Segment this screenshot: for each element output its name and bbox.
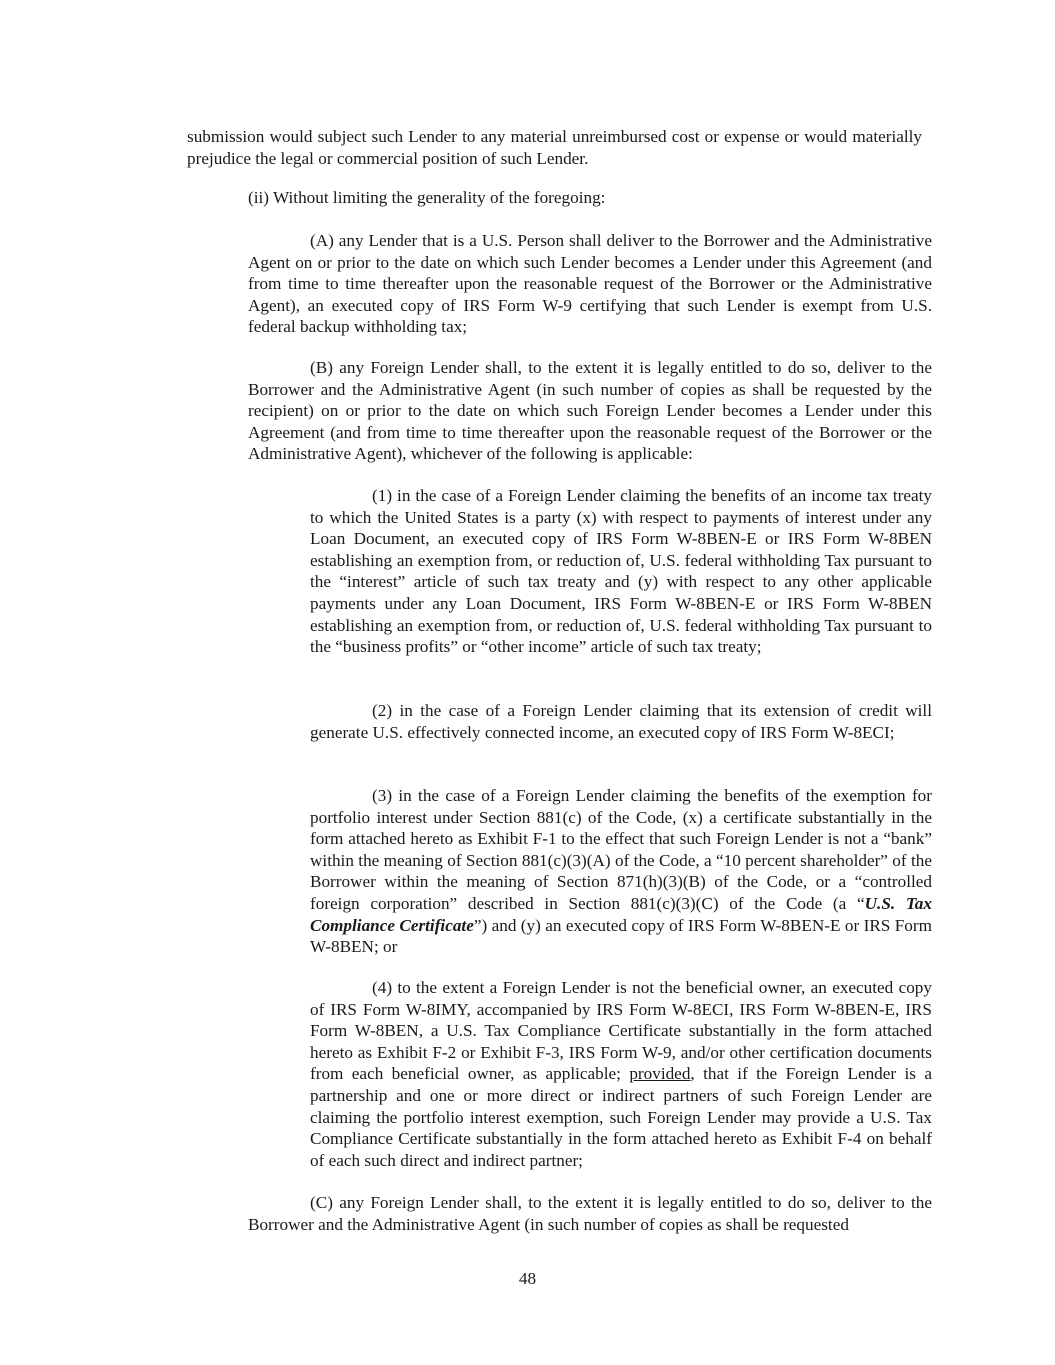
subclause-3-text-b: ”) and (y) an executed copy of IRS Form W-8BEN-E or IRS Form W-8BEN; or — [310, 915, 932, 957]
defined-term-tax-compliance-certificate: U.S. Tax Compliance Certificate — [310, 893, 932, 935]
clause-A: (A) any Lender that is a U.S. Person shall deliver to the Borrower and the Administrative Agent on or prior to the date on which such Lender becomes a Lender under this Agreement (and from time to time thereafter upon the reasonable request of the Borrower or the Administrative Agent), an executed copy of IRS Form W-9 certifying that such Lender is exempt from U.S. federal backup withholding tax; — [248, 231, 932, 337]
subclause-1: (1) in the case of a Foreign Lender claiming the benefits of an income tax treaty to which the United States is a party (x) with respect to payments of interest under any Loan Document, an executed copy of IRS Form W-8BEN-E or IRS Form W-8BEN establishing an exemption from, or reduction of, U.S. federal withholding Tax pursuant to the “interest” article of such tax treaty and (y) with respect to any other applicable payments under any Loan Document, IRS Form W-8BEN-E or IRS Form W-8BEN establishing an exemption from, or reduction of, U.S. federal withholding Tax pursuant to the “business profits” or “other income” article of such tax treaty; — [310, 486, 932, 657]
subclause-4-text-a: (4) to the extent a Foreign Lender is not the beneficial owner, an executed copy of IRS Form W-8IMY, accompanied by IRS Form W-8ECI, IRS Form W-8BEN-E, IRS Form W-8BEN, a U.S. Tax Compliance Certificate substantially in the form attached hereto as Exhibit F-2 or Exhibit F-3, IRS Form W-9, and/or other certification documents from each beneficial owner, as applicable; — [310, 978, 932, 1084]
subclause-3 — [310, 785, 932, 958]
clause-ii: (ii) Without limiting the generality of the foregoing: — [248, 188, 606, 207]
provided-term: provided — [629, 1064, 691, 1084]
subclause-3-text-a: (3) in the case of a Foreign Lender claiming the benefits of the exemption for portfolio interest under Section 881(c) of the Code, (x) a certificate substantially in the form attached hereto as Exhibit F-1 to the effect that such Foreign Lender is not a “bank” within the meaning of Section 881(c)(3)(A) of the Code, a “10 percent shareholder” of the Borrower within the meaning of Section 871(h)(3)(B) of the Code, or a “controlled foreign corporation” described in Section 881(c)(3)(C) of the Code (a “ — [310, 786, 932, 913]
subclause-4 — [310, 977, 932, 1171]
clause-C: (C) any Foreign Lender shall, to the extent it is legally entitled to do so, deliver to the Borrower and the Administrative Agent (in such number of copies as shall be requested — [248, 1193, 932, 1234]
subclause-4-text-b: , that if the Foreign Lender is a partnership and one or more direct or indirect partners of such Foreign Lender are claiming the portfolio interest exemption, such Foreign Lender may provide a U.S. Tax Compliance Certificate substantially in the form attached hereto as Exhibit F-4 on behalf of each such direct and indirect partner; — [310, 1064, 933, 1170]
page-number: 48 — [518, 1269, 537, 1288]
clause-B: (B) any Foreign Lender shall, to the extent it is legally entitled to do so, deliver to the Borrower and the Administrative Agent (in such number of copies as shall be requested by the recipient) on or prior to the date on which such Foreign Lender becomes a Lender under this Agreement (and from time to time thereafter upon the reasonable request of the Borrower or the Administrative Agent), whichever of the following is applicable: — [248, 358, 932, 464]
subclause-2: (2) in the case of a Foreign Lender claiming that its extension of credit will generate U.S. effectively connected income, an executed copy of IRS Form W-8ECI; — [310, 701, 932, 742]
lead-paragraph: submission would subject such Lender to any material unreimbursed cost or expense or would materially prejudice the legal or commercial position of such Lender. — [187, 127, 922, 168]
